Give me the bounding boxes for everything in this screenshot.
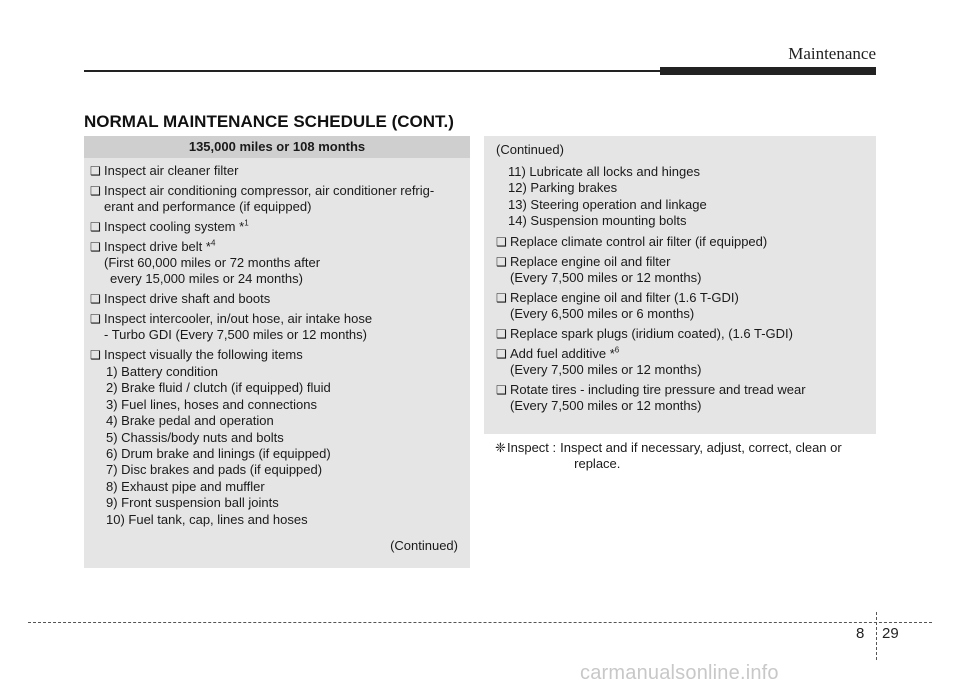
visual-inspection-list (90, 364, 460, 528)
checkbox-icon: ❑ (90, 348, 101, 362)
left-panel-body (84, 158, 470, 554)
item-text: Inspect intercooler, in/out hose, air intake hose (104, 311, 373, 326)
visual-item: 14) Suspension mounting bolts (508, 213, 687, 229)
page-separator (876, 612, 877, 660)
note-text: replace. (574, 456, 621, 471)
list-item (496, 326, 866, 342)
continued-label: (Continued) (496, 142, 564, 157)
item-text: Inspect drive belt * (104, 239, 211, 254)
list-item (90, 239, 460, 287)
visual-item: 1) Battery condition (106, 364, 219, 379)
list-item (90, 347, 460, 363)
checkbox-icon: ❑ (90, 312, 101, 326)
footnote-ref: 6 (614, 345, 620, 355)
list-item (90, 163, 460, 179)
item-text: Add fuel additive * (510, 345, 615, 361)
header-title: Maintenance (788, 44, 876, 63)
checkbox-icon: ❑ (496, 234, 507, 249)
chapter-number: 8 (856, 625, 865, 642)
item-text: every 15,000 miles or 24 months) (110, 271, 303, 286)
item-text: Inspect air cleaner filter (104, 163, 239, 178)
checkbox-icon: ❑ (496, 254, 507, 269)
list-item (496, 234, 866, 250)
panel-heading: 135,000 miles or 108 months (84, 136, 470, 158)
checkbox-icon: ❑ (496, 382, 507, 397)
visual-inspection-list (496, 164, 866, 230)
header-bar (660, 67, 876, 75)
footer-rule (28, 622, 932, 623)
checkbox-icon: ❑ (90, 164, 101, 178)
item-text: - Turbo GDI (Every 7,500 miles or 12 months) (104, 327, 367, 342)
continued-label: (Continued) (390, 538, 458, 554)
visual-item: 8) Exhaust pipe and muffler (106, 478, 265, 494)
list-item (90, 183, 460, 215)
item-text: (Every 7,500 miles or 12 months) (510, 361, 702, 377)
item-text: Inspect visually the following items (104, 347, 303, 362)
page-number: 29 (882, 625, 899, 642)
list-item (496, 254, 866, 286)
note-text: Inspect and if necessary, adjust, correct, clean or (560, 440, 842, 455)
checkbox-icon: ❑ (90, 292, 101, 306)
visual-item: 4) Brake pedal and operation (106, 413, 274, 429)
item-text: (Every 7,500 miles or 12 months) (510, 397, 702, 413)
checkbox-icon: ❑ (496, 290, 507, 305)
item-text: Inspect air conditioning compressor, air conditioner refrig- (104, 183, 435, 198)
visual-item: 6) Drum brake and linings (if equipped) (106, 446, 331, 462)
footnote-ref: 1 (244, 218, 249, 228)
item-text: Replace climate control air filter (if equipped) (510, 233, 768, 249)
header-rule (84, 70, 660, 72)
item-text: Inspect cooling system * (104, 219, 245, 234)
visual-item: 13) Steering operation and linkage (508, 196, 707, 212)
list-item (90, 219, 460, 235)
list-item (496, 346, 866, 378)
checkbox-icon: ❑ (90, 220, 101, 234)
list-item (496, 382, 866, 414)
visual-item: 5) Chassis/body nuts and bolts (106, 429, 284, 445)
left-panel (84, 136, 470, 568)
item-text: erant and performance (if equipped) (104, 199, 312, 214)
visual-item: 9) Front suspension ball joints (106, 495, 279, 511)
visual-item: 3) Fuel lines, hoses and connections (106, 396, 318, 412)
visual-item: 11) Lubricate all locks and hinges (508, 164, 700, 179)
list-item (90, 291, 460, 307)
item-text: Inspect drive shaft and boots (104, 291, 271, 306)
visual-item: 12) Parking brakes (508, 180, 618, 196)
item-text: Replace engine oil and filter (510, 253, 671, 269)
right-panel (484, 136, 876, 434)
checkbox-icon: ❑ (90, 184, 101, 198)
list-item (90, 311, 460, 343)
footnote-ref: 4 (210, 238, 216, 248)
list-item (496, 290, 866, 322)
item-text: Rotate tires - including tire pressure and tread wear (510, 381, 806, 397)
inspect-note (495, 440, 876, 472)
checkbox-icon: ❑ (496, 326, 507, 341)
note-label: Inspect : (507, 440, 557, 455)
visual-item: 7) Disc brakes and pads (if equipped) (106, 462, 323, 478)
watermark: carmanualsonline.info (580, 662, 779, 684)
note-mark-icon: ❈ (495, 440, 506, 455)
item-text: (Every 6,500 miles or 6 months) (510, 305, 695, 321)
checkbox-icon: ❑ (496, 346, 507, 361)
checkbox-icon: ❑ (90, 240, 101, 254)
item-text: (First 60,000 miles or 72 months after (104, 255, 321, 270)
visual-item: 10) Fuel tank, cap, lines and hoses (106, 511, 308, 527)
item-text: Replace engine oil and filter (1.6 T-GDI) (510, 289, 739, 305)
visual-item: 2) Brake fluid / clutch (if equipped) fluid (106, 380, 331, 396)
item-text: Replace spark plugs (iridium coated), (1.6 T-GDI) (510, 325, 793, 341)
section-title: NORMAL MAINTENANCE SCHEDULE (CONT.) (84, 112, 454, 131)
item-text: (Every 7,500 miles or 12 months) (510, 269, 702, 285)
